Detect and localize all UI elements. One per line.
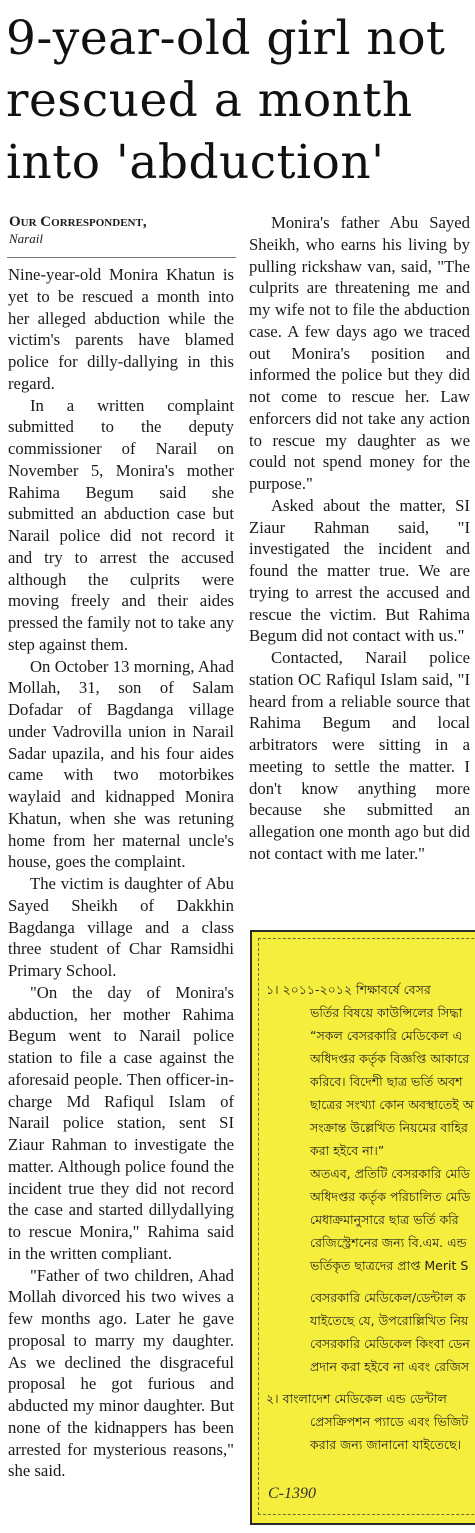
headline-line: into 'abduction' (6, 135, 385, 190)
paragraph: The victim is daughter of Abu Sayed Sheikh of Dakkhin Bagdanga village and a class three student of Char Ramsidhi Primary School. (8, 874, 234, 980)
ad-line: ছাত্রের সংখ্যা কোন অবস্থাতেই অ (310, 1097, 474, 1112)
article-column-left (8, 264, 234, 1482)
ad-line: অধিদপ্তর কর্তৃক বিজ্ঞপ্তি আকারে (310, 1051, 470, 1066)
headline-line: 9-year-old girl not (6, 11, 446, 66)
article-column-right (249, 212, 470, 865)
paragraph: Nine-year-old Monira Khatun is yet to be rescued a month into her alleged abduction while the victim's parents have blamed police for dilly-dallying in this regard. (8, 265, 234, 393)
ad-line: ২। বাংলাদেশ মেডিকেল এন্ড ডেন্টাল (266, 1391, 447, 1406)
ad-line: ভর্তির বিষয়ে কাউন্সিলের সিদ্ধা (310, 1005, 463, 1020)
ad-line: করার জন্য জানানো যাইতেছে। (310, 1437, 462, 1452)
ad-line: ১। ২০১১-২০১২ শিক্ষাবর্ষে বেসর (266, 982, 431, 997)
ad-line: ভর্তিকৃত ছাত্রদের প্রাপ্ত Merit S (310, 1258, 469, 1273)
ad-line: প্রেসক্রিপশন প্যাডে এবং ভিজিট (310, 1414, 469, 1429)
ad-code: C-1390 (268, 1485, 316, 1502)
dateline: Narail (9, 231, 43, 246)
ad-line: করা হইবে না।” (310, 1143, 385, 1158)
advertisement-notice (250, 930, 475, 1525)
byline: Our Correspondent, (9, 214, 147, 230)
ad-line: বেসরকারি মেডিকেল কিংবা ডেন (310, 1336, 470, 1351)
ad-line: অতএব, প্রতিটি বেসরকারি মেডি (310, 1166, 471, 1181)
ad-line: করিবে। বিদেশী ছাত্র ভর্তি অবশ (310, 1074, 463, 1089)
ad-line: বেসরকারি মেডিকেল/ডেন্টাল ক (310, 1290, 466, 1305)
ad-line: “সকল বেসরকারি মেডিকেল এ (310, 1028, 463, 1043)
paragraph: On October 13 morning, Ahad Mollah, 31, son of Salam Dofadar of Bagdanga village under Vadrovilla union in Narail Sadar upazila, and his four aides came with two motorbikes waylaid and kidnapped Monira Khatun, when she was retuning home from her maternal uncle's house, goes the complaint. (8, 656, 234, 872)
paragraph: Contacted, Narail police station OC Rafiqul Islam said, "I heard from a reliable source that Rahima Begum and local arbitrators were sitting in a meeting to settle the matter. I don't know anything more because she submitted an allegation one month ago but did not contact with me later." (249, 648, 470, 863)
paragraph: In a written complaint submitted to the deputy commissioner of Narail on November 5, Monira's mother Rahima Begum said she submitted an abduction case but Narail police did not record it and try to arrest the accused although the culprits were moving freely and their aides pressed the family not to take any step against them. (8, 395, 234, 654)
byline-divider (7, 257, 236, 258)
paragraph: Monira's father Abu Sayed Sheikh, who earns his living by pulling rickshaw van, said, "The culprits are threatening me and my wife not to file the abduction case. A few days ago we traced out Monira's position and informed the police but they did not come to rescue her. Law enforcers did not take any action to rescue my daughter as we could not spend money for the purpose." (249, 213, 470, 493)
ad-line: অধিদপ্তর কর্তৃক পরিচালিত মেডি (310, 1189, 471, 1204)
ad-text (266, 978, 475, 1456)
ad-line: প্রদান করা হইবে না এবং রেজিস (310, 1359, 470, 1374)
ad-line: সংক্রান্ত উল্লেখিত নিয়মের বাহির (310, 1120, 468, 1135)
ad-line: মেধাক্রমানুসারে ছাত্র ভর্তি করি (310, 1212, 459, 1227)
ad-line: যাইতেছে যে, উপরোল্লিখিত নিয় (310, 1313, 469, 1328)
headline-line: rescued a month (6, 73, 413, 128)
ad-line: রেজিস্ট্রেশনের জন্য বি.এম. এন্ড (310, 1235, 467, 1250)
paragraph: "On the day of Monira's abduction, her mother Rahima Begum went to Narail police station to file a case against the aforesaid people. Then officer-in-charge Md Rafiqul Islam of Narail police station, sent SI Ziaur Rahman to investigate the matter. Although police found the incident true they did not record the case and started dillydallying to rescue Monira," Rahima said in the written compliant. (8, 982, 234, 1263)
paragraph: Asked about the matter, SI Ziaur Rahman said, "I investigated the incident and found the matter true. We are trying to arrest the accused and rescue the victim. But Rahima Begum did not contact with us." (249, 495, 470, 646)
paragraph: "Father of two children, Ahad Mollah divorced his two wives a few months ago. Later he gave proposal to marry my daughter. As we declined the disgraceful proposal he got furious and abducted my minor daughter. But none of the kidnappers has been arrested for mysterious reasons," she said. (8, 1265, 234, 1481)
headline (6, 8, 471, 194)
